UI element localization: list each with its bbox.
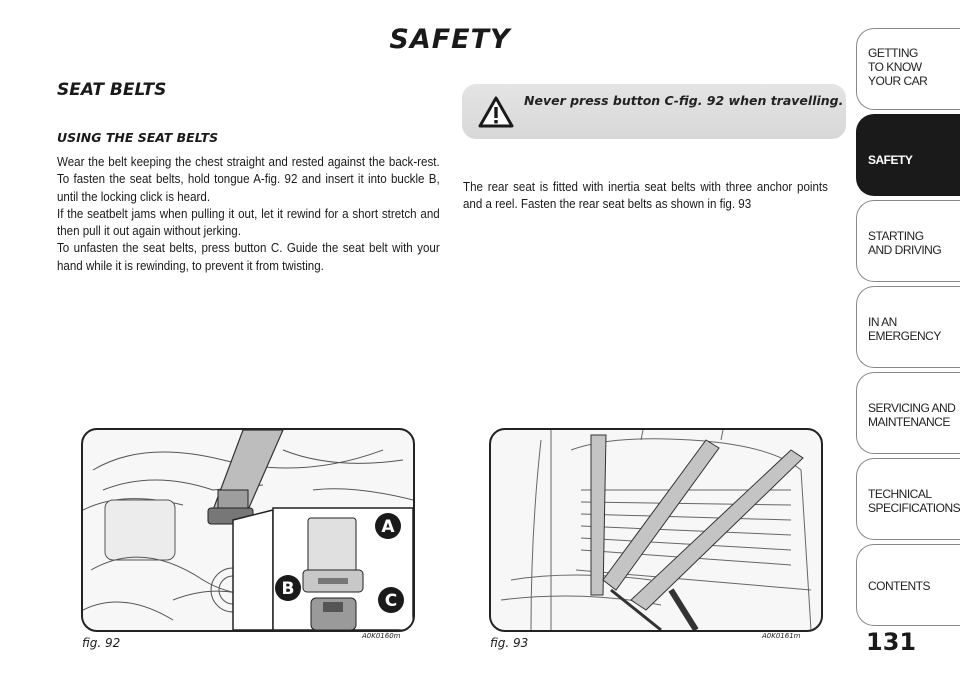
- tab-label: TECHNICAL SPECIFICATIONS: [868, 487, 960, 515]
- subsection-title: USING THE SEAT BELTS: [57, 130, 219, 145]
- section-title: SEAT BELTS: [57, 80, 167, 100]
- paragraph: The rear seat is fitted with inertia seat belts with three anchor points and a reel. Fasten the rear seat belts as shown in fig. 93: [463, 179, 828, 212]
- tab-label: IN AN EMERGENCY: [868, 315, 941, 343]
- tab-label: SAFETY: [868, 153, 913, 167]
- figure-seat-belt-buckle: [81, 428, 415, 632]
- figure-code: A0K0160m: [362, 632, 401, 640]
- tab-label: CONTENTS: [868, 579, 930, 593]
- rear-seat-illustration: [491, 430, 821, 630]
- warning-box: [462, 84, 846, 139]
- tab-label: SERVICING AND MAINTENANCE: [868, 401, 956, 429]
- tab-emergency[interactable]: [856, 286, 960, 368]
- figure-caption: fig. 92: [82, 636, 121, 650]
- page-number: 131: [866, 628, 917, 656]
- tab-contents[interactable]: [856, 544, 960, 626]
- label-b: B: [281, 579, 295, 599]
- paragraph: To unfasten the seat belts, press button C. Guide the seat belt with your hand while it is rewinding, to prevent it from twisting.: [57, 240, 440, 273]
- paragraph: If the seatbelt jams when pulling it out, let it rewind for a short stretch and then pull it out again without jerking.: [57, 205, 440, 239]
- tab-getting-to-know[interactable]: [856, 28, 960, 110]
- figure-code: A0K0161m: [762, 632, 801, 640]
- label-a: A: [381, 517, 395, 537]
- figure-caption: fig. 93: [490, 636, 529, 650]
- page-title: SAFETY: [389, 24, 511, 55]
- tab-technical[interactable]: [856, 458, 960, 540]
- label-c: C: [384, 591, 398, 611]
- body-text-left: [57, 153, 440, 274]
- body-text-right: [463, 178, 828, 213]
- tab-safety[interactable]: [856, 114, 960, 196]
- buckle-illustration: [83, 430, 413, 630]
- figure-rear-seat-belts: [489, 428, 823, 632]
- warning-text: Never press button C-fig. 92 when travelling.: [524, 93, 844, 108]
- tab-label: GETTING TO KNOW YOUR CAR: [868, 46, 928, 88]
- paragraph: Wear the belt keeping the chest straight and rested against the back-rest. To fasten the seat belts, hold tongue A-fig. 92 and insert it into buckle B, until the locking click is heard.: [57, 154, 440, 204]
- tab-label: STARTING AND DRIVING: [868, 229, 942, 257]
- chapter-nav: [856, 0, 960, 620]
- tab-servicing[interactable]: [856, 372, 960, 454]
- tab-starting-driving[interactable]: [856, 200, 960, 282]
- warning-triangle-icon: [478, 96, 514, 128]
